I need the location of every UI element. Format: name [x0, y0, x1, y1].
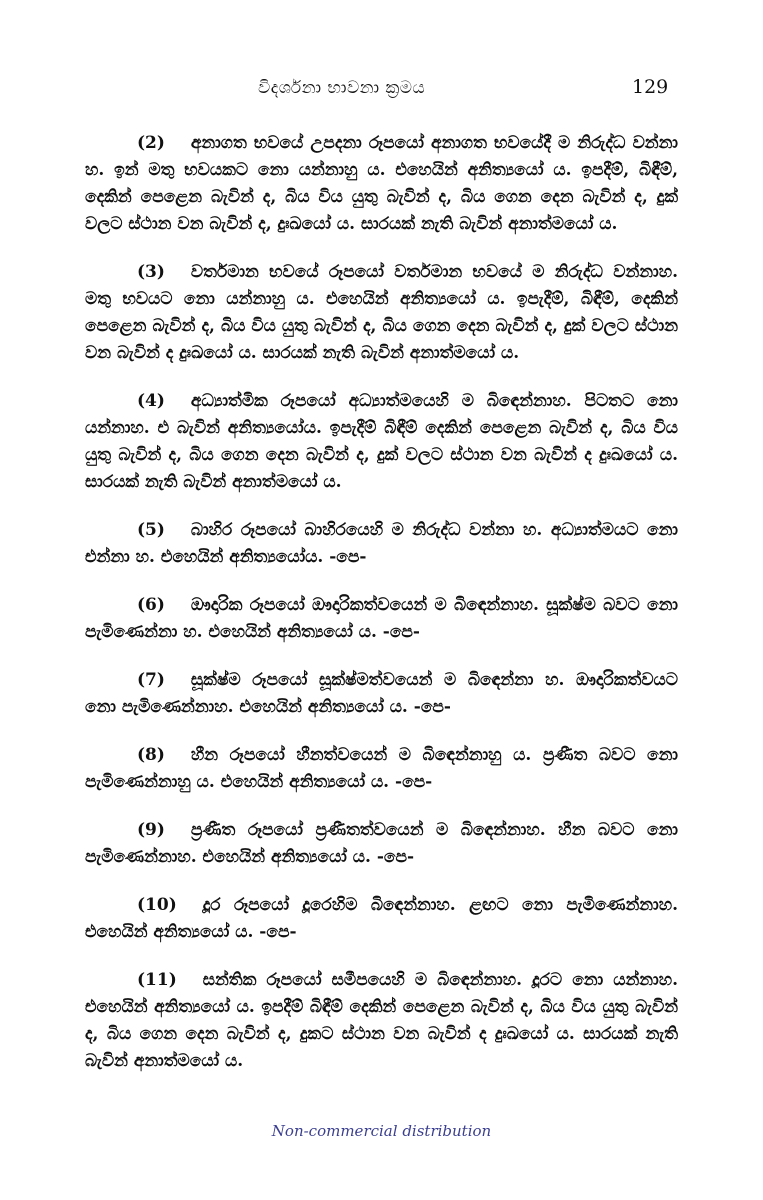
paragraph-number: (11)	[137, 970, 177, 990]
paragraph-number: (3)	[137, 262, 165, 282]
page-header	[0, 74, 763, 104]
paragraph-9	[85, 817, 678, 871]
paragraph-number: (8)	[137, 745, 165, 765]
paragraph-2	[85, 130, 678, 238]
paragraph-text: සන්තික රූපයෝ සමීපයෙහි ම බිඳෙන්නාහ. දූරට නො යන්නාහ. එහෙයින් අනිත්‍යයෝ ය. ඉපදීම් බිඳීම් දෙකින් පෙළෙන බැවින් ද, බිය විය යුතු බැවින් ද, බිය ගෙන දෙන බැවින් ද, දුකට ස්ථාන වන බැවින් ද දුඃඛයෝ ය. සාරයක් නැති බැවින් අනාත්මයෝ ය.	[85, 970, 678, 1071]
paragraph-text: හීන රූපයෝ හීනත්වයෙන් ම බිඳෙන්නාහු ය. ප්‍රණීත බවට නො පැමිණෙන්නාහු ය. එහෙයින් අනිත්‍යයෝ ය. -පෙ-	[85, 745, 678, 792]
paragraph-10	[85, 892, 678, 946]
page-number: 129	[632, 76, 669, 98]
paragraph-text: ඖදාරික රූපයෝ ඖදාරිකත්වයෙන් ම බිඳෙන්නාහ. සූක්ෂ්ම බවට නො පැමිණෙන්නා හ. එහෙයින් අනිත්‍යයෝ ය. -පෙ-	[85, 595, 678, 642]
paragraph-number: (4)	[137, 391, 165, 411]
paragraph-4	[85, 388, 678, 496]
distribution-note: Non-commercial distribution	[271, 1122, 492, 1140]
paragraph-text: ප්‍රණීත රූපයෝ ප්‍රණීතත්වයෙන් ම බිඳෙන්නාහ. හීන බවට නො පැමිණෙන්නාහ. එහෙයින් අනිත්‍යයෝ ය. -පෙ-	[85, 820, 678, 867]
paragraph-11	[85, 967, 678, 1075]
paragraph-text: වර්තමාන භවයේ රූපයෝ වර්තමාන භවයේ ම නිරුද්ධ වන්නාහ. මතු භවයට නො යන්නාහු ය. එහෙයින් අනිත්‍යයෝ ය. ඉපැදීම්, බිඳීම්, දෙකින් පෙළෙන බැවින් ද, බිය විය යුතු බැවින් ද, බිය ගෙන දෙන බැවින් ද, දුක් වලට ස්ථාන වන බැවින් ද දුඃඛයෝ ය. සාරයක් නැති බැවින් අනාත්මයෝ ය.	[85, 262, 678, 363]
paragraph-text: දූර රූපයෝ දූරෙහිම බිඳෙන්නාහ. ළඟට නො පැමිණෙන්නාහ. එහෙයින් අනිත්‍යයෝ ය. -පෙ-	[85, 895, 678, 942]
paragraph-number: (9)	[137, 820, 165, 840]
paragraph-3	[85, 259, 678, 367]
paragraph-text: අනාගත භවයේ උපදනා රූපයෝ අනාගත භවයේදී ම නිරුද්ධ වන්නා හ. ඉන් මතු භවයකට නො යන්නාහු ය. එහෙයින් අනිත්‍යයෝ ය. ඉපදීම්, බිඳීම්, දෙකින් පෙළෙන බැවින් ද, බිය විය යුතු බැවින් ද, බිය ගෙන දෙන බැවින් ද, දුක් වලට ස්ථාන වන බැවින් ද, දුඃඛයෝ ය. සාරයක් නැති බැවින් අනාත්මයෝ ය.	[85, 133, 678, 234]
paragraph-number: (6)	[137, 595, 165, 615]
running-title: විදර්ශනා භාවනා ක්‍රමය	[258, 78, 426, 98]
paragraph-5	[85, 517, 678, 571]
paragraph-number: (10)	[137, 895, 177, 915]
paragraph-8	[85, 742, 678, 796]
page-body	[85, 130, 678, 1096]
paragraph-number: (5)	[137, 520, 165, 540]
paragraph-6	[85, 592, 678, 646]
paragraph-number: (2)	[137, 133, 165, 153]
paragraph-text: බාහිර රූපයෝ බාහිරයෙහි ම නිරුද්ධ වන්නා හ. අධ්‍යාත්මයට නො එන්නා හ. එහෙයින් අනිත්‍යයෝය. -පෙ-	[85, 520, 678, 567]
paragraph-text: අධ්‍යාත්මික රූපයෝ අධ්‍යාත්මයෙහි ම බිඳෙන්නාහ. පිටතට නො යන්නාහ. එ බැවින් අනිත්‍යයෝය. ඉපැදීම් බිඳීම් දෙකින් පෙළෙන බැවින් ද, බිය විය යුතු බැවින් ද, බිය ගෙන දෙන බැවින් ද, දුක් වලට ස්ථාන වන බැවින් ද දුඃඛයෝ ය. සාරයක් නැති බැවින් අනාත්මයෝ ය.	[85, 391, 678, 492]
paragraph-7	[85, 667, 678, 721]
paragraph-number: (7)	[137, 670, 165, 690]
paragraph-text: සූක්ෂ්ම රූපයෝ සූක්ෂ්මත්වයෙන් ම බිඳෙන්නා හ. ඖදාරිකත්වයට නො පැමිණෙන්නාහ. එහෙයින් අනිත්‍යයෝ ය. -පෙ-	[85, 670, 678, 717]
